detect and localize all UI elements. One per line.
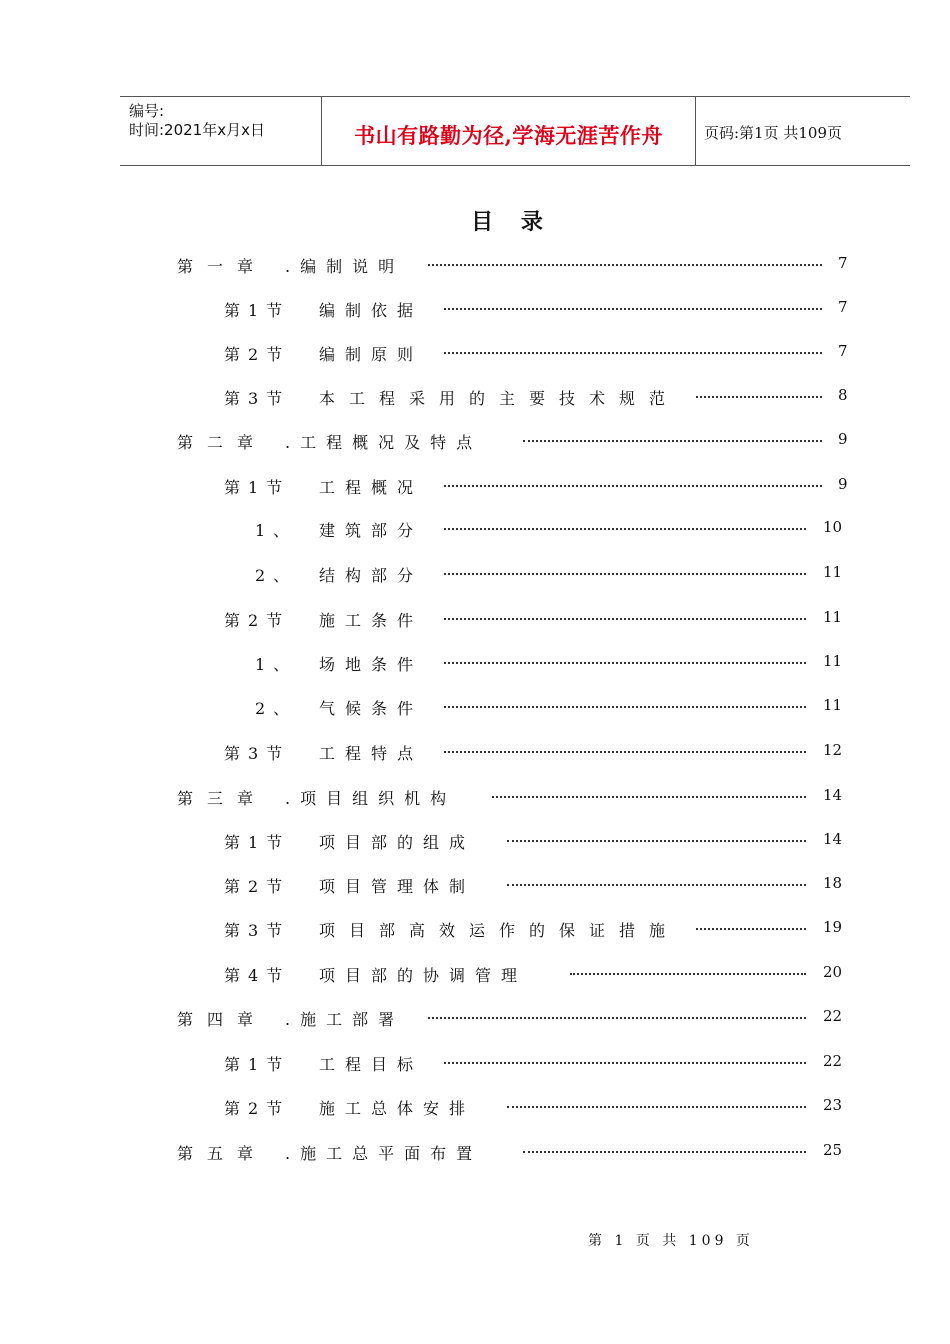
- toc-leader-dots: [444, 352, 822, 354]
- toc-lead: 第三章: [177, 789, 268, 808]
- toc-label: 项目部的协调管理: [319, 966, 528, 985]
- serial-number-label: 编号:: [129, 102, 165, 120]
- toc-label: .工程概况及特点: [285, 433, 483, 452]
- toc-subsection[interactable]: [0, 563, 950, 587]
- header-motto-cell: [321, 97, 696, 165]
- toc-chapter-3[interactable]: [0, 786, 950, 810]
- toc-label: 项目管理体制: [319, 877, 476, 896]
- toc-label: 本工程采用的主要技术规范: [319, 389, 680, 408]
- toc-chapter-4[interactable]: [0, 1007, 950, 1031]
- toc-leader-dots: [444, 662, 806, 664]
- toc-lead: 第五章: [177, 1144, 268, 1163]
- toc-page-number: 23: [823, 1096, 843, 1114]
- toc-leader-dots: [444, 485, 822, 487]
- toc-page-number: 22: [823, 1007, 843, 1025]
- toc-label: 项目部高效运作的保证措施: [319, 921, 680, 940]
- toc-title: 目 录: [471, 209, 553, 235]
- toc-label: 工程特点: [319, 744, 424, 763]
- toc-page-number: 11: [823, 652, 843, 670]
- toc-section[interactable]: [0, 741, 950, 765]
- toc-chapter-5[interactable]: [0, 1141, 950, 1165]
- toc-page-number: 18: [823, 874, 843, 892]
- toc-section[interactable]: [0, 918, 950, 942]
- toc-label: .编制说明: [285, 257, 405, 276]
- toc-page-number: 14: [823, 830, 843, 848]
- toc-subsection[interactable]: [0, 518, 950, 542]
- toc-lead: 第四章: [177, 1010, 268, 1029]
- toc-page-number: 8: [838, 386, 848, 404]
- toc-page-number: 14: [823, 786, 843, 804]
- toc-leader-dots: [507, 840, 806, 842]
- toc-page-number: 9: [838, 475, 848, 493]
- toc-page-number: 19: [823, 918, 843, 936]
- toc-label: .施工部署: [285, 1010, 405, 1029]
- toc-leader-dots: [428, 1017, 806, 1019]
- toc-lead: 第二章: [177, 433, 268, 452]
- toc-leader-dots: [492, 796, 806, 798]
- page-footer: 第 1 页 共 109 页: [588, 1233, 754, 1249]
- toc-subsection[interactable]: [0, 652, 950, 676]
- toc-section[interactable]: [0, 386, 950, 410]
- toc-label: 工程概况: [319, 478, 424, 497]
- toc-section[interactable]: [0, 475, 950, 499]
- toc-lead: 第2节: [224, 1099, 291, 1118]
- header-page-cell: [695, 97, 910, 165]
- toc-subsection[interactable]: [0, 696, 950, 720]
- toc-label: 场地条件: [319, 655, 424, 674]
- toc-section[interactable]: [0, 1096, 950, 1120]
- toc-leader-dots: [696, 928, 806, 930]
- toc-page-number: 22: [823, 1052, 843, 1070]
- toc-chapter-2[interactable]: [0, 430, 950, 454]
- toc-label: 气候条件: [319, 699, 424, 718]
- toc-leader-dots: [428, 264, 822, 266]
- toc-leader-dots: [444, 573, 806, 575]
- toc-page-number: 11: [823, 696, 843, 714]
- toc-page-number: 11: [823, 563, 843, 581]
- toc-lead: 第2节: [224, 345, 291, 364]
- toc-page-number: 9: [838, 430, 848, 448]
- toc-chapter-1[interactable]: [0, 254, 950, 278]
- toc-label: 项目部的组成: [319, 833, 476, 852]
- toc-label: 编制依据: [319, 301, 424, 320]
- toc-section[interactable]: [0, 608, 950, 632]
- toc-lead: 第1节: [224, 1055, 291, 1074]
- toc-page-number: 7: [838, 254, 848, 272]
- toc-lead: 第3节: [224, 389, 291, 408]
- toc-leader-dots: [507, 1106, 806, 1108]
- toc-section[interactable]: [0, 342, 950, 366]
- toc-label: .施工总平面布置: [285, 1144, 483, 1163]
- document-header: [120, 96, 910, 166]
- toc-lead: 第一章: [177, 257, 268, 276]
- toc-lead: 第2节: [224, 611, 291, 630]
- toc-label: .项目组织机构: [285, 789, 457, 808]
- toc-page-number: 25: [823, 1141, 843, 1159]
- toc-leader-dots: [444, 618, 806, 620]
- toc-label: 施工条件: [319, 611, 424, 630]
- toc-label: 工程目标: [319, 1055, 424, 1074]
- toc-leader-dots: [444, 1062, 806, 1064]
- toc-page-number: 7: [838, 342, 848, 360]
- toc-label: 施工总体安排: [319, 1099, 476, 1118]
- header-page-info: 页码:第1页 共109页: [704, 124, 842, 142]
- toc-lead: 第1节: [224, 833, 291, 852]
- toc-label: 建筑部分: [319, 521, 424, 540]
- toc-lead: 第1节: [224, 301, 291, 320]
- toc-label: 编制原则: [319, 345, 424, 364]
- toc-section[interactable]: [0, 963, 950, 987]
- toc-page-number: 12: [823, 741, 843, 759]
- toc-lead: 2、: [255, 699, 298, 718]
- toc-lead: 1、: [255, 521, 298, 540]
- toc-leader-dots: [523, 1151, 806, 1153]
- toc-lead: 第2节: [224, 877, 291, 896]
- toc-lead: 1、: [255, 655, 298, 674]
- toc-lead: 第3节: [224, 744, 291, 763]
- toc-leader-dots: [523, 440, 822, 442]
- toc-section[interactable]: [0, 298, 950, 322]
- toc-leader-dots: [696, 396, 822, 398]
- header-meta-cell: [120, 97, 321, 165]
- toc-leader-dots: [570, 973, 806, 975]
- time-label: 时间:2021年x月x日: [129, 121, 265, 139]
- toc-lead: 2、: [255, 566, 298, 585]
- toc-lead: 第3节: [224, 921, 291, 940]
- toc-leader-dots: [444, 308, 822, 310]
- toc-page-number: 7: [838, 298, 848, 316]
- motto-text: 书山有路勤为径,学海无涯苦作舟: [354, 123, 663, 148]
- toc-section[interactable]: [0, 1052, 950, 1076]
- toc-label: 结构部分: [319, 566, 424, 585]
- toc-page-number: 20: [823, 963, 843, 981]
- toc-leader-dots: [507, 884, 806, 886]
- toc-leader-dots: [444, 706, 806, 708]
- toc-leader-dots: [444, 528, 806, 530]
- toc-page-number: 10: [823, 518, 843, 536]
- toc-lead: 第4节: [224, 966, 291, 985]
- toc-lead: 第1节: [224, 478, 291, 497]
- toc-page-number: 11: [823, 608, 843, 626]
- toc-section[interactable]: [0, 874, 950, 898]
- toc-section[interactable]: [0, 830, 950, 854]
- toc-leader-dots: [444, 751, 806, 753]
